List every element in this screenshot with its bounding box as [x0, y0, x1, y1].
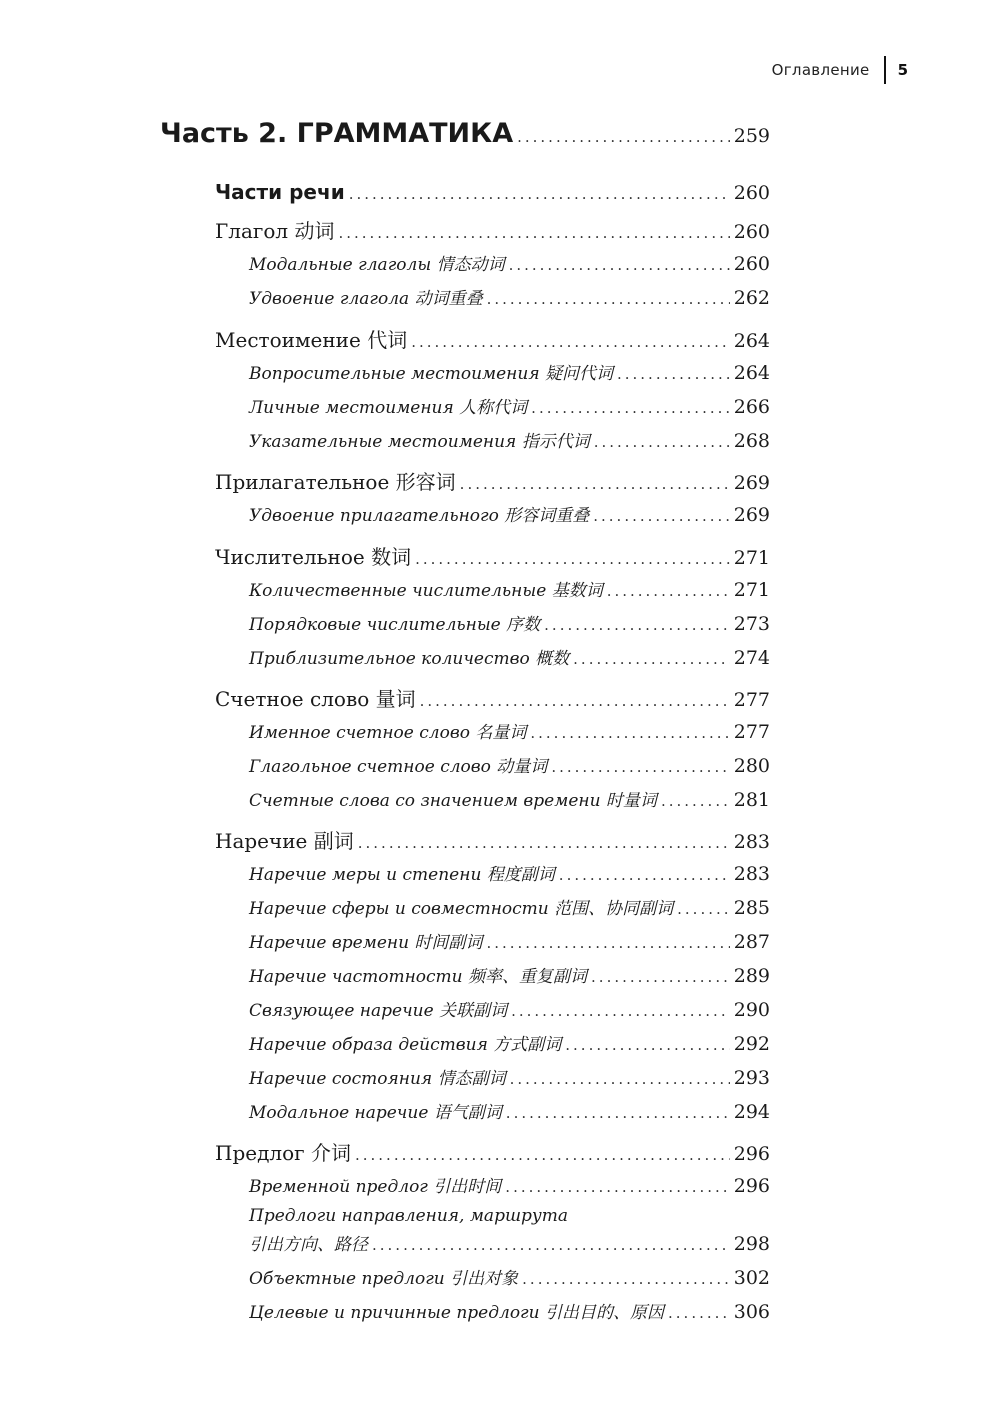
- toc-entry-page: 290: [733, 999, 770, 1021]
- toc-subsection-entry[interactable]: [249, 718, 770, 743]
- toc-entry-title: Приблизительное количество 概数: [249, 649, 570, 669]
- toc-subsection-entry[interactable]: [249, 1230, 770, 1255]
- toc-part-entry[interactable]: [160, 118, 770, 149]
- toc-entry-title: 引出方向、路径: [249, 1235, 368, 1255]
- toc-subsection-entry[interactable]: [249, 1172, 770, 1197]
- toc-entry-title: Удвоение глагола 动词重叠: [249, 289, 483, 309]
- dot-leader: [349, 185, 730, 203]
- toc-entry-title: Прилагательное 形容词: [215, 470, 456, 494]
- toc-entry-page: 264: [733, 330, 770, 352]
- dot-leader: [372, 1236, 730, 1254]
- toc-entry-title: Части речи: [215, 180, 345, 204]
- toc-entry-title: Наречие времени 时间副词: [249, 933, 483, 953]
- toc-entry-page: 259: [733, 125, 770, 147]
- dot-leader: [559, 866, 730, 884]
- toc-entry-page: 269: [733, 504, 770, 526]
- toc-subsection-entry[interactable]: [249, 894, 770, 919]
- toc-entry-page: 294: [733, 1101, 770, 1123]
- toc-entry-title: Именное счетное слово 名量词: [249, 723, 527, 743]
- toc-entry-title: Наречие сферы и совместности 范围、协同副词: [249, 899, 674, 919]
- toc-section-entry[interactable]: [215, 466, 770, 495]
- toc-subsection-entry[interactable]: [249, 393, 770, 418]
- toc-subsection-entry[interactable]: [249, 610, 770, 635]
- dot-leader: [355, 1146, 730, 1164]
- toc-entry-title: Часть 2. ГРАММАТИКА: [160, 118, 514, 149]
- toc-section-entry[interactable]: [215, 1137, 770, 1166]
- page-number: 5: [897, 61, 908, 79]
- toc-entry-title: Глагол 动词: [215, 219, 335, 243]
- toc-entry-title: Личные местоимения 人称代词: [249, 398, 528, 418]
- toc-section-entry[interactable]: [215, 825, 770, 854]
- toc-entry-title: Связующее наречие 关联副词: [249, 1001, 508, 1021]
- dot-leader: [544, 616, 730, 634]
- toc-entry-page: 264: [733, 362, 770, 384]
- toc-subsection-entry[interactable]: [249, 1030, 770, 1055]
- toc-entry-title-line1: Предлоги направления, маршрута: [249, 1206, 569, 1226]
- toc-entry-title: Наречие частотности 频率、重复副词: [249, 967, 588, 987]
- dot-leader: [565, 1036, 729, 1054]
- toc-section-entry[interactable]: [215, 324, 770, 353]
- toc-subsection-entry[interactable]: [249, 576, 770, 601]
- toc-entry-page: 289: [733, 965, 770, 987]
- toc-entry-title: Числительное 数词: [215, 545, 412, 569]
- toc-entry-title: Наречие 副词: [215, 829, 354, 853]
- toc-entry-title: Наречие образа действия 方式副词: [249, 1035, 562, 1055]
- toc-section-entry[interactable]: [215, 683, 770, 712]
- toc-entry-title: Наречие меры и степени 程度副词: [249, 865, 555, 885]
- toc-subsection-entry[interactable]: [249, 1098, 770, 1123]
- toc-subsection-entry[interactable]: [249, 501, 770, 526]
- dot-leader: [531, 399, 730, 417]
- dot-leader: [607, 582, 730, 600]
- toc-entry-page: 296: [733, 1143, 770, 1165]
- toc-entry-page: 302: [733, 1267, 770, 1289]
- dot-leader: [510, 1070, 730, 1088]
- toc-entry-page: 277: [733, 689, 770, 711]
- toc-subsection-entry[interactable]: [249, 752, 770, 777]
- toc-entry-title: Счетное слово 量词: [215, 687, 416, 711]
- toc-subsection-entry[interactable]: [249, 860, 770, 885]
- toc-entry-page: 271: [733, 579, 770, 601]
- toc-entry-title: Удвоение прилагательного 形容词重叠: [249, 506, 590, 526]
- toc-entry-title: Местоимение 代词: [215, 328, 408, 352]
- toc-entry-page: 271: [733, 547, 770, 569]
- toc-heading-entry[interactable]: [215, 180, 770, 204]
- toc-entry-title: Временной предлог 引出时间: [249, 1177, 502, 1197]
- toc-entry-page: 274: [733, 647, 770, 669]
- toc-entry-page: 266: [733, 396, 770, 418]
- running-header-title: Оглавление: [771, 61, 870, 79]
- toc-entry-title: Счетные слова со значением времени 时量词: [249, 791, 657, 811]
- toc-entry-page: 285: [733, 897, 770, 919]
- dot-leader: [530, 724, 729, 742]
- dot-leader: [573, 650, 730, 668]
- dot-leader: [594, 433, 730, 451]
- toc-subsection-entry[interactable]: [249, 427, 770, 452]
- toc-entry-title: Количественные числительные 基数词: [249, 581, 603, 601]
- toc-entry-page: 293: [733, 1067, 770, 1089]
- toc-entry-page: 269: [733, 472, 770, 494]
- dot-leader: [487, 290, 730, 308]
- dot-leader: [415, 550, 730, 568]
- dot-leader: [486, 934, 729, 952]
- toc-entry-page: 306: [733, 1301, 770, 1323]
- toc-entry-page: 281: [733, 789, 770, 811]
- dot-leader: [668, 1304, 730, 1322]
- toc-entry-title: Глагольное счетное слово 动量词: [249, 757, 548, 777]
- toc-entry-title: Модальные глаголы 情态动词: [249, 255, 505, 275]
- toc-entry-title: Модальное наречие 语气副词: [249, 1103, 502, 1123]
- toc-entry-page: 283: [733, 831, 770, 853]
- dot-leader: [460, 475, 730, 493]
- dot-leader: [617, 365, 730, 383]
- dot-leader: [593, 507, 729, 525]
- toc-entry-page: 273: [733, 613, 770, 635]
- toc-entry-title: Целевые и причинные предлоги 引出目的、原因: [249, 1303, 665, 1323]
- toc-entry-title: Предлог 介词: [215, 1141, 351, 1165]
- toc-entry-page: 260: [733, 182, 770, 204]
- toc-entry-page: 260: [733, 221, 770, 243]
- toc-entry-page: 287: [733, 931, 770, 953]
- toc-section-entry[interactable]: [215, 541, 770, 570]
- toc-entry-title: Наречие состояния 情态副词: [249, 1069, 506, 1089]
- toc-subsection-entry[interactable]: [249, 284, 770, 309]
- running-header: [772, 56, 908, 84]
- toc-subsection-entry[interactable]: [249, 962, 770, 987]
- dot-leader: [509, 256, 730, 274]
- dot-leader: [551, 758, 729, 776]
- toc-entry-title: Указательные местоимения 指示代词: [249, 432, 590, 452]
- dot-leader: [677, 900, 730, 918]
- toc-subsection-entry[interactable]: [249, 996, 770, 1021]
- toc-entry-page: 292: [733, 1033, 770, 1055]
- toc-entry-page: 283: [733, 863, 770, 885]
- toc-entry-page: 298: [733, 1233, 770, 1255]
- toc-subsection-entry[interactable]: [249, 250, 770, 275]
- toc-entry-page: 268: [733, 430, 770, 452]
- toc-entry-page: 262: [733, 287, 770, 309]
- toc-subsection-entry[interactable]: [249, 786, 770, 811]
- toc-entry-title: Вопросительные местоимения 疑问代词: [249, 364, 613, 384]
- toc-subsection-entry[interactable]: [249, 1064, 770, 1089]
- toc-subsection-entry[interactable]: [249, 1298, 770, 1323]
- toc-entry-title: Объектные предлоги 引出对象: [249, 1269, 519, 1289]
- toc-entry-page: 260: [733, 253, 770, 275]
- dot-leader: [338, 224, 729, 242]
- toc-entry-page: 277: [733, 721, 770, 743]
- dot-leader: [411, 333, 730, 351]
- toc-subsection-entry[interactable]: [249, 1264, 770, 1289]
- dot-leader: [505, 1178, 729, 1196]
- toc-subsection-entry[interactable]: [249, 359, 770, 384]
- toc-entry-page: 280: [733, 755, 770, 777]
- dot-leader: [506, 1104, 730, 1122]
- toc-subsection-entry[interactable]: [249, 644, 770, 669]
- toc-entry-title: Порядковые числительные 序数: [249, 615, 541, 635]
- toc-entry-page: 296: [733, 1175, 770, 1197]
- dot-leader: [522, 1270, 730, 1288]
- dot-leader: [661, 792, 730, 810]
- toc-section-entry[interactable]: [215, 215, 770, 244]
- dot-leader: [517, 128, 730, 146]
- dot-leader: [420, 692, 730, 710]
- toc-subsection-entry[interactable]: [249, 928, 770, 953]
- dot-leader: [358, 834, 730, 852]
- dot-leader: [591, 968, 730, 986]
- dot-leader: [511, 1002, 730, 1020]
